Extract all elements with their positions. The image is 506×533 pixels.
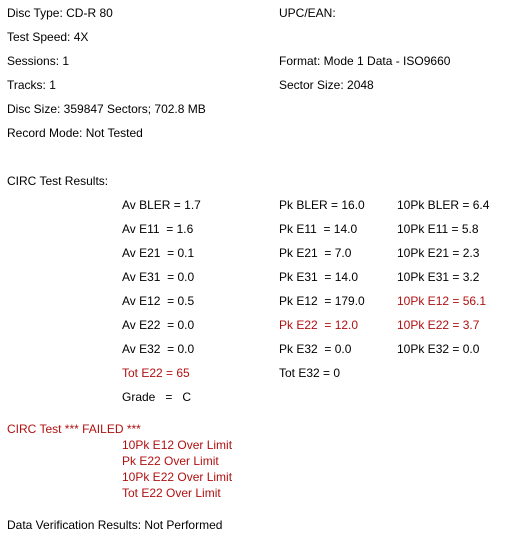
grade: Grade = C: [122, 390, 192, 404]
data-verification: Data Verification Results: Not Performed: [7, 518, 223, 532]
pk10-e32: 10Pk E32 = 0.0: [397, 342, 480, 356]
failure-item: Pk E22 Over Limit: [122, 454, 219, 468]
pk-bler: Pk BLER = 16.0: [279, 198, 365, 212]
pk10-e12: 10Pk E12 = 56.1: [397, 294, 487, 308]
av-e31: Av E31 = 0.0: [122, 270, 195, 284]
disc-type: Disc Type: CD-R 80: [7, 6, 113, 20]
disc-size: Disc Size: 359847 Sectors; 702.8 MB: [7, 102, 206, 116]
tot-e22: Tot E22 = 65: [122, 366, 190, 380]
pk-e12: Pk E12 = 179.0: [279, 294, 365, 308]
record-mode: Record Mode: Not Tested: [7, 126, 143, 140]
pk-e32: Pk E32 = 0.0: [279, 342, 352, 356]
pk10-e31: 10Pk E31 = 3.2: [397, 270, 480, 284]
circ-heading: CIRC Test Results:: [7, 174, 109, 188]
test-speed: Test Speed: 4X: [7, 30, 89, 44]
pk10-bler: 10Pk BLER = 6.4: [397, 198, 490, 212]
tracks: Tracks: 1: [7, 78, 56, 92]
pk-e21: Pk E21 = 7.0: [279, 246, 352, 260]
av-e22: Av E22 = 0.0: [122, 318, 195, 332]
failure-item: Tot E22 Over Limit: [122, 486, 221, 500]
format: Format: Mode 1 Data - ISO9660: [279, 54, 451, 68]
av-e11: Av E11 = 1.6: [122, 222, 194, 236]
sector-size: Sector Size: 2048: [279, 78, 374, 92]
pk-e31: Pk E31 = 14.0: [279, 270, 359, 284]
pk10-e11: 10Pk E11 = 5.8: [397, 222, 479, 236]
failure-item: 10Pk E12 Over Limit: [122, 438, 233, 452]
pk10-e22: 10Pk E22 = 3.7: [397, 318, 480, 332]
pk-e11: Pk E11 = 14.0: [279, 222, 358, 236]
pk10-e21: 10Pk E21 = 2.3: [397, 246, 480, 260]
failure-item: 10Pk E22 Over Limit: [122, 470, 233, 484]
tot-e32: Tot E32 = 0: [279, 366, 341, 380]
pk-e22: Pk E22 = 12.0: [279, 318, 359, 332]
sessions: Sessions: 1: [7, 54, 70, 68]
av-e32: Av E32 = 0.0: [122, 342, 195, 356]
av-e12: Av E12 = 0.5: [122, 294, 195, 308]
av-bler: Av BLER = 1.7: [122, 198, 201, 212]
av-e21: Av E21 = 0.1: [122, 246, 195, 260]
upc-ean: UPC/EAN:: [279, 6, 336, 20]
circ-failed-status: CIRC Test *** FAILED ***: [7, 422, 141, 436]
